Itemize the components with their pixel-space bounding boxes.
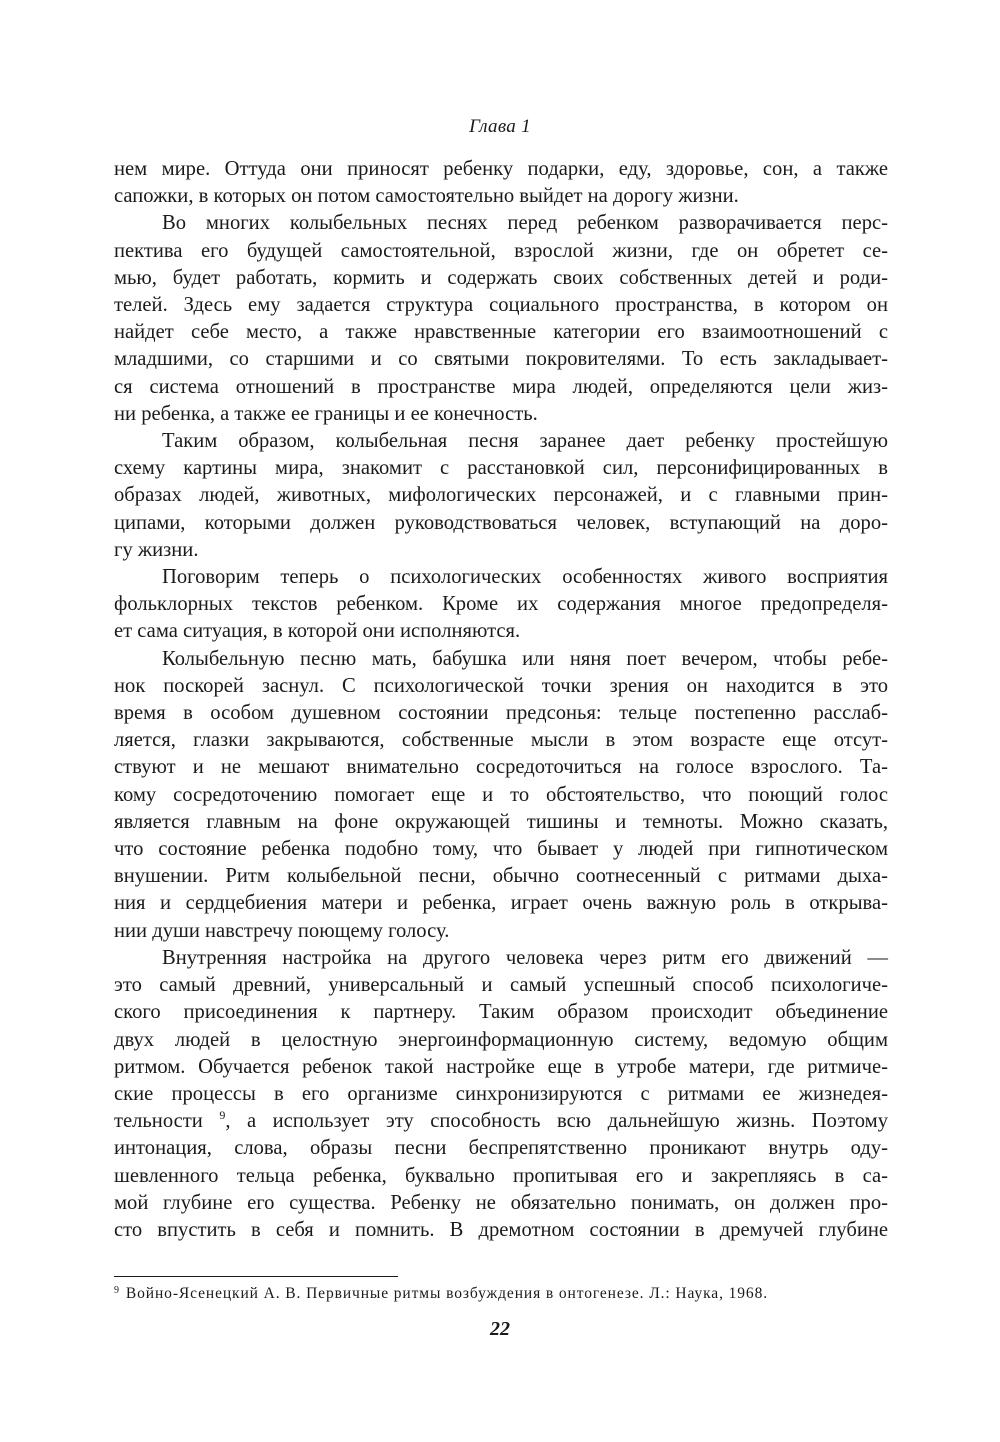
text-line: нок поскорей заснул. С психологической точки зрения он находится в это <box>114 674 888 697</box>
text-line: Поговорим теперь о психологических особенностях живого восприятия <box>162 566 888 589</box>
text-line: Внутренняя настройка на другого человека через ритм его движений — <box>162 946 888 969</box>
text-line: схему картины мира, знакомит с расстановкой сил, персонифицированных в <box>114 457 888 480</box>
footnote-marker: 9 <box>114 1285 120 1296</box>
text-line: гу жизни. <box>114 538 199 561</box>
text-line: мью, будет работать, кормить и содержать своих собственных детей и роди- <box>114 266 888 289</box>
text-line: что состояние ребенка подобно тому, что бывает у людей при гипнотическом <box>114 838 888 861</box>
body-text <box>114 156 888 1244</box>
paragraph <box>114 156 888 210</box>
text-line: является главным на фоне окружающей тишины и темноты. Можно сказать, <box>114 810 888 833</box>
text-line: найдет себе место, а также нравственные категории его взаимоотношений с <box>114 321 888 344</box>
text-line: нем мире. Оттуда они приносят ребенку подарки, еду, здоровье, сон, а также <box>114 158 888 180</box>
text-line: сто впустить в себя и помнить. В дремотном состоянии в дремучей глубине <box>114 1218 888 1241</box>
paragraph <box>114 564 888 646</box>
text-line: Колыбельную песню мать, бабушка или няня поет вечером, чтобы ребе- <box>162 647 888 670</box>
text-line: младшими, со старшими и со святыми покровителями. То есть закладывает- <box>114 348 888 371</box>
paragraph <box>114 945 888 1244</box>
text-line: двух людей в целостную энергоинформационную систему, ведомую общим <box>114 1028 888 1051</box>
footnote <box>114 1284 888 1304</box>
text-line: фольклорных текстов ребенком. Кроме их содержания многое предопределя- <box>114 593 888 616</box>
text-line: мой глубине его существа. Ребенку не обязательно понимать, он должен про- <box>114 1191 888 1214</box>
text-line: шевленного тельца ребенка, буквально пропитывая его и закрепляясь в са- <box>114 1164 888 1187</box>
text-line: кому сосредоточению помогает еще и то обстоятельство, что поющий голос <box>114 783 888 806</box>
text-line: ся система отношений в пространстве мира людей, определяются цели жиз- <box>114 375 888 398</box>
text-line: ни ребенка, а также ее границы и ее конечность. <box>114 402 538 425</box>
text-line: ляется, глазки закрываются, собственные мысли в этом возрасте еще отсут- <box>114 729 888 752</box>
paragraph <box>114 210 888 428</box>
text-line: интонация, слова, образы песни беспрепятственно проникают внутрь оду- <box>114 1137 888 1160</box>
text-line: тельности $^9$, а использует эту способность всю дальнейшую жизнь. Поэтому <box>114 1108 888 1133</box>
text-line: ствуют и не мешают внимательно сосредоточиться на голосе взрослого. Та- <box>114 756 888 779</box>
page-number: 22 <box>490 1318 510 1340</box>
footnote-ref: 9 <box>219 1108 226 1123</box>
text-line: пектива его будущей самостоятельной, взрослой жизни, где он обретет се- <box>114 239 888 262</box>
text-line: сапожки, в которых он потом самостоятельно выйдет на дорогу жизни. <box>114 185 739 208</box>
text-line: ского присоединения к партнеру. Таким образом происходит объединение <box>114 1001 888 1024</box>
text-line: ские процессы в его организме синхронизируются с ритмами ее жизнедея- <box>114 1082 888 1105</box>
text-line: внушении. Ритм колыбельной песни, обычно соотнесенный с ритмами дыха- <box>114 865 888 888</box>
text-line: ципами, которыми должен руководствоваться человек, вступающий на доро- <box>114 511 888 534</box>
footnote-text: Войно-Ясенецкий А. В. Первичные ритмы возбуждения в онтогенезе. Л.: Наука, 1968. <box>125 1285 768 1302</box>
running-head: Глава 1 <box>469 116 531 137</box>
text-line: ния и сердцебиения матери и ребенка, играет очень важную роль в открыва- <box>114 892 888 915</box>
text-line: это самый древний, универсальный и самый успешный способ психологиче- <box>114 974 888 997</box>
footnote-rule <box>114 1276 398 1277</box>
text-line: нии души навстречу поющему голосу. <box>114 919 450 942</box>
text-line: ет сама ситуация, в которой они исполняются. <box>114 620 521 643</box>
paragraph <box>114 646 888 945</box>
text-line: ритмом. Обучается ребенок такой настройке еще в утробе матери, где ритмиче- <box>114 1055 888 1078</box>
text-line: телей. Здесь ему задается структура социального пространства, в котором он <box>114 294 888 317</box>
text-line: образах людей, животных, мифологических персонажей, и с главными прин- <box>114 484 888 507</box>
text-line: Во многих колыбельных песнях перед ребенком разворачивается перс- <box>162 212 888 235</box>
paragraph <box>114 428 888 564</box>
text-line: Таким образом, колыбельная песня заранее дает ребенку простейшую <box>162 430 888 453</box>
text-line: время в особом душевном состоянии предсонья: тельце постепенно расслаб- <box>114 702 888 725</box>
